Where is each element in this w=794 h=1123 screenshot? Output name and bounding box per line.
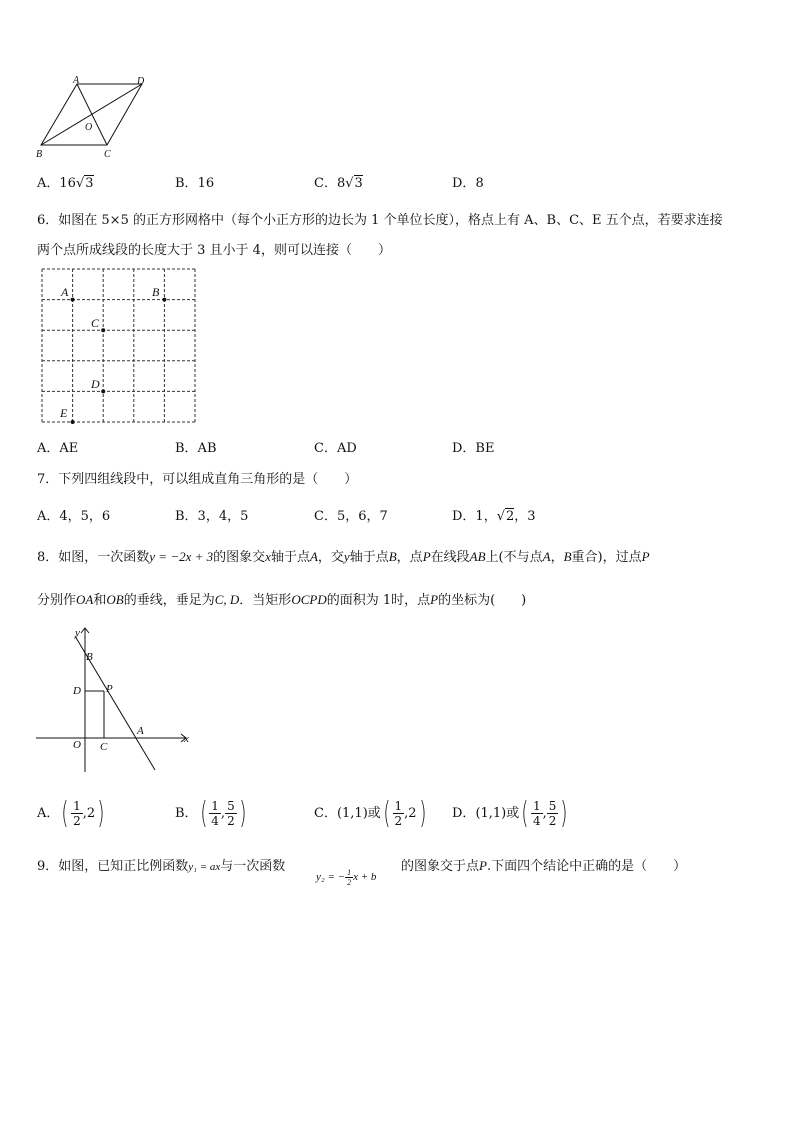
q8-option-b[interactable]: B．( $\frac{1}{4}$ , $\frac{5}{2}$ ) [175,796,247,831]
parallelogram-figure [34,74,154,162]
q9-stem: 9．如图，已知正比例函数y₁ = ax与一次函数 [37,859,286,874]
point-label-o: O [73,739,81,751]
grid-point-a [71,298,75,302]
q8-option-d[interactable]: D．(1,1)或( $\frac{1}{4}$ , $\frac{5}{2}$ ) [452,796,568,831]
grid-point-d [101,389,105,393]
q7-option-a[interactable]: A．4，5，6 [37,509,111,524]
q6-option-b[interactable]: B．AB [175,441,217,456]
point-label-d: D [73,685,81,697]
q5-option-b[interactable]: B．16 [175,176,215,191]
q7-option-b[interactable]: B．3，4，5 [175,509,249,524]
q7-option-d[interactable]: D．1，√2，3 [452,509,536,524]
label-O: O [85,122,93,133]
grid-point-b [162,298,166,302]
q5-option-a[interactable]: A．16√3 [37,176,94,191]
grid-label-d: D [91,377,100,391]
q7-stem: 7．下列四组线段中，可以组成直角三角形的是（ ） [37,472,358,487]
grid-label-c: C [91,316,100,330]
q6-option-a[interactable]: A．AE [37,441,79,456]
point-label-b: B [86,651,93,663]
grid-label-a: A [61,285,69,299]
q6-stem-line1: 6．如图在 5×5 的正方形网格中（每个小正方形的边长为 1 个单位长度），格点上有 A、B、C、E 五个点，若要求连接 [37,213,723,228]
point-label-c: C [100,741,108,753]
grid-point-e [71,420,75,424]
q8-option-c[interactable]: C．(1,1)或( $\frac{1}{2}$ ,2) [314,796,426,831]
q8-graph-figure [34,622,194,778]
q5-option-d[interactable]: D．8 [452,176,484,191]
q6-stem-line2: 两个点所成线段的长度大于 3 且小于 4，则可以连接（ ） [37,243,391,258]
axis-label-y: y [75,627,80,639]
q5-option-c[interactable]: C．8√3 [314,176,363,191]
label-B: B [36,149,43,160]
q8-stem-line1: 8．如图，一次函数y = −2x + 3的图象交x轴于点A，交y轴于点B，点P在线段AB上(不与点A，B重合)，过点P [37,549,650,565]
q9-stem-end: 的图象交于点P.下面四个结论中正确的是（ ） [401,858,687,874]
axis-label-x: x [184,733,189,745]
q8-option-a[interactable]: A．( $\frac{1}{2}$ ,2) [37,796,105,831]
q6-option-d[interactable]: D．BE [452,441,495,456]
q9-linear-function: y₂ = − $\frac{1}{2}$ x + b [316,868,377,887]
grid-label-b: B [152,285,160,299]
label-C: C [104,149,111,160]
grid-point-c [101,328,105,332]
q8-stem-line2: 分别作OA和OB的垂线，垂足为C, D．当矩形OCPD的面积为 1时，点P的坐标为( ) [37,592,527,608]
q6-grid-figure [38,265,200,427]
grid-label-e: E [60,406,68,420]
point-label-p: P [106,683,113,695]
label-A: A [73,75,80,86]
q7-option-c[interactable]: C．5，6，7 [314,509,388,524]
q6-option-c[interactable]: C．AD [314,441,357,456]
label-D: D [137,76,145,87]
point-label-a: A [137,725,144,737]
